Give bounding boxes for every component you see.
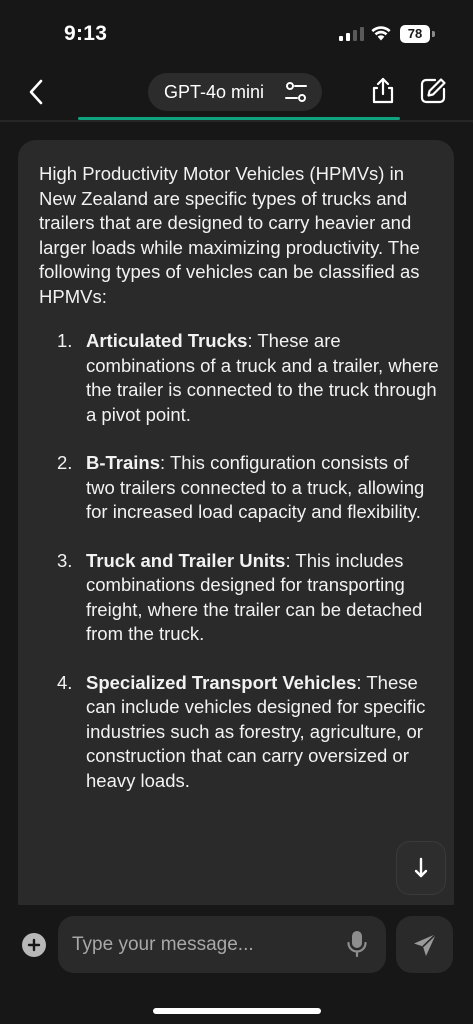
status-time: 9:13 <box>64 22 108 45</box>
plus-icon <box>27 938 41 952</box>
edit-icon[interactable] <box>418 76 448 106</box>
list-item <box>39 671 439 794</box>
vehicle-type-list <box>39 329 439 793</box>
list-number: 2. <box>57 452 73 473</box>
chevron-left-icon <box>28 79 44 105</box>
send-button[interactable] <box>396 916 453 973</box>
battery-indicator: 78 <box>400 25 430 43</box>
send-icon <box>411 931 439 959</box>
list-item-title: Truck and Trailer Units <box>86 549 286 571</box>
list-item-title: B-Trains <box>86 452 161 473</box>
list-item-title: Articulated Trucks <box>86 330 248 351</box>
accent-line <box>78 117 400 120</box>
arrow-down-icon <box>413 856 429 880</box>
message-input-container <box>58 916 386 973</box>
sliders-icon <box>284 81 308 103</box>
add-attachment-button[interactable] <box>22 933 46 957</box>
model-label: GPT-4o mini <box>164 81 265 102</box>
share-icon[interactable] <box>368 76 398 106</box>
status-bar <box>0 0 473 60</box>
message-content <box>39 162 439 817</box>
list-item-text: : These can include vehicles designed for specific industries such as forestry, agriculture, or construction that can carry oversized or heavy loads. <box>86 671 426 791</box>
list-number: 1. <box>57 330 73 351</box>
list-number: 3. <box>57 549 73 571</box>
list-item-text: : These are combinations of a truck and a trailer, where the trailer is connected to the truck through a pivot point. <box>86 330 439 425</box>
model-selector[interactable] <box>148 73 322 111</box>
cellular-signal-icon <box>339 26 364 41</box>
home-indicator <box>153 1008 321 1014</box>
microphone-icon[interactable] <box>346 930 368 958</box>
header-divider <box>0 120 473 122</box>
chat-header <box>0 60 473 122</box>
list-number: 4. <box>57 671 73 693</box>
message-intro: High Productivity Motor Vehicles (HPMVs) in New Zealand are specific types of trucks and trailers that are designed to carry heavier and larger loads while maximizing productivity. The following types of vehicles can be classified as HPMVs: <box>39 163 420 307</box>
message-input[interactable] <box>72 916 332 973</box>
list-item-text: : This includes combinations designed for transporting freight, where the trailer can be detached from the truck. <box>86 549 423 644</box>
list-item-title: Specialized Transport Vehicles <box>86 671 357 693</box>
list-item <box>39 451 439 525</box>
wifi-icon <box>370 25 392 41</box>
back-button[interactable] <box>18 74 54 110</box>
list-item <box>39 329 439 427</box>
list-item <box>39 549 439 647</box>
assistant-message <box>18 140 454 920</box>
battery-cap <box>432 31 435 37</box>
list-item-text: : This configuration consists of two trailers connected to a truck, allowing for increased load capacity and flexibility. <box>86 452 425 522</box>
scroll-down-button[interactable] <box>396 841 446 895</box>
